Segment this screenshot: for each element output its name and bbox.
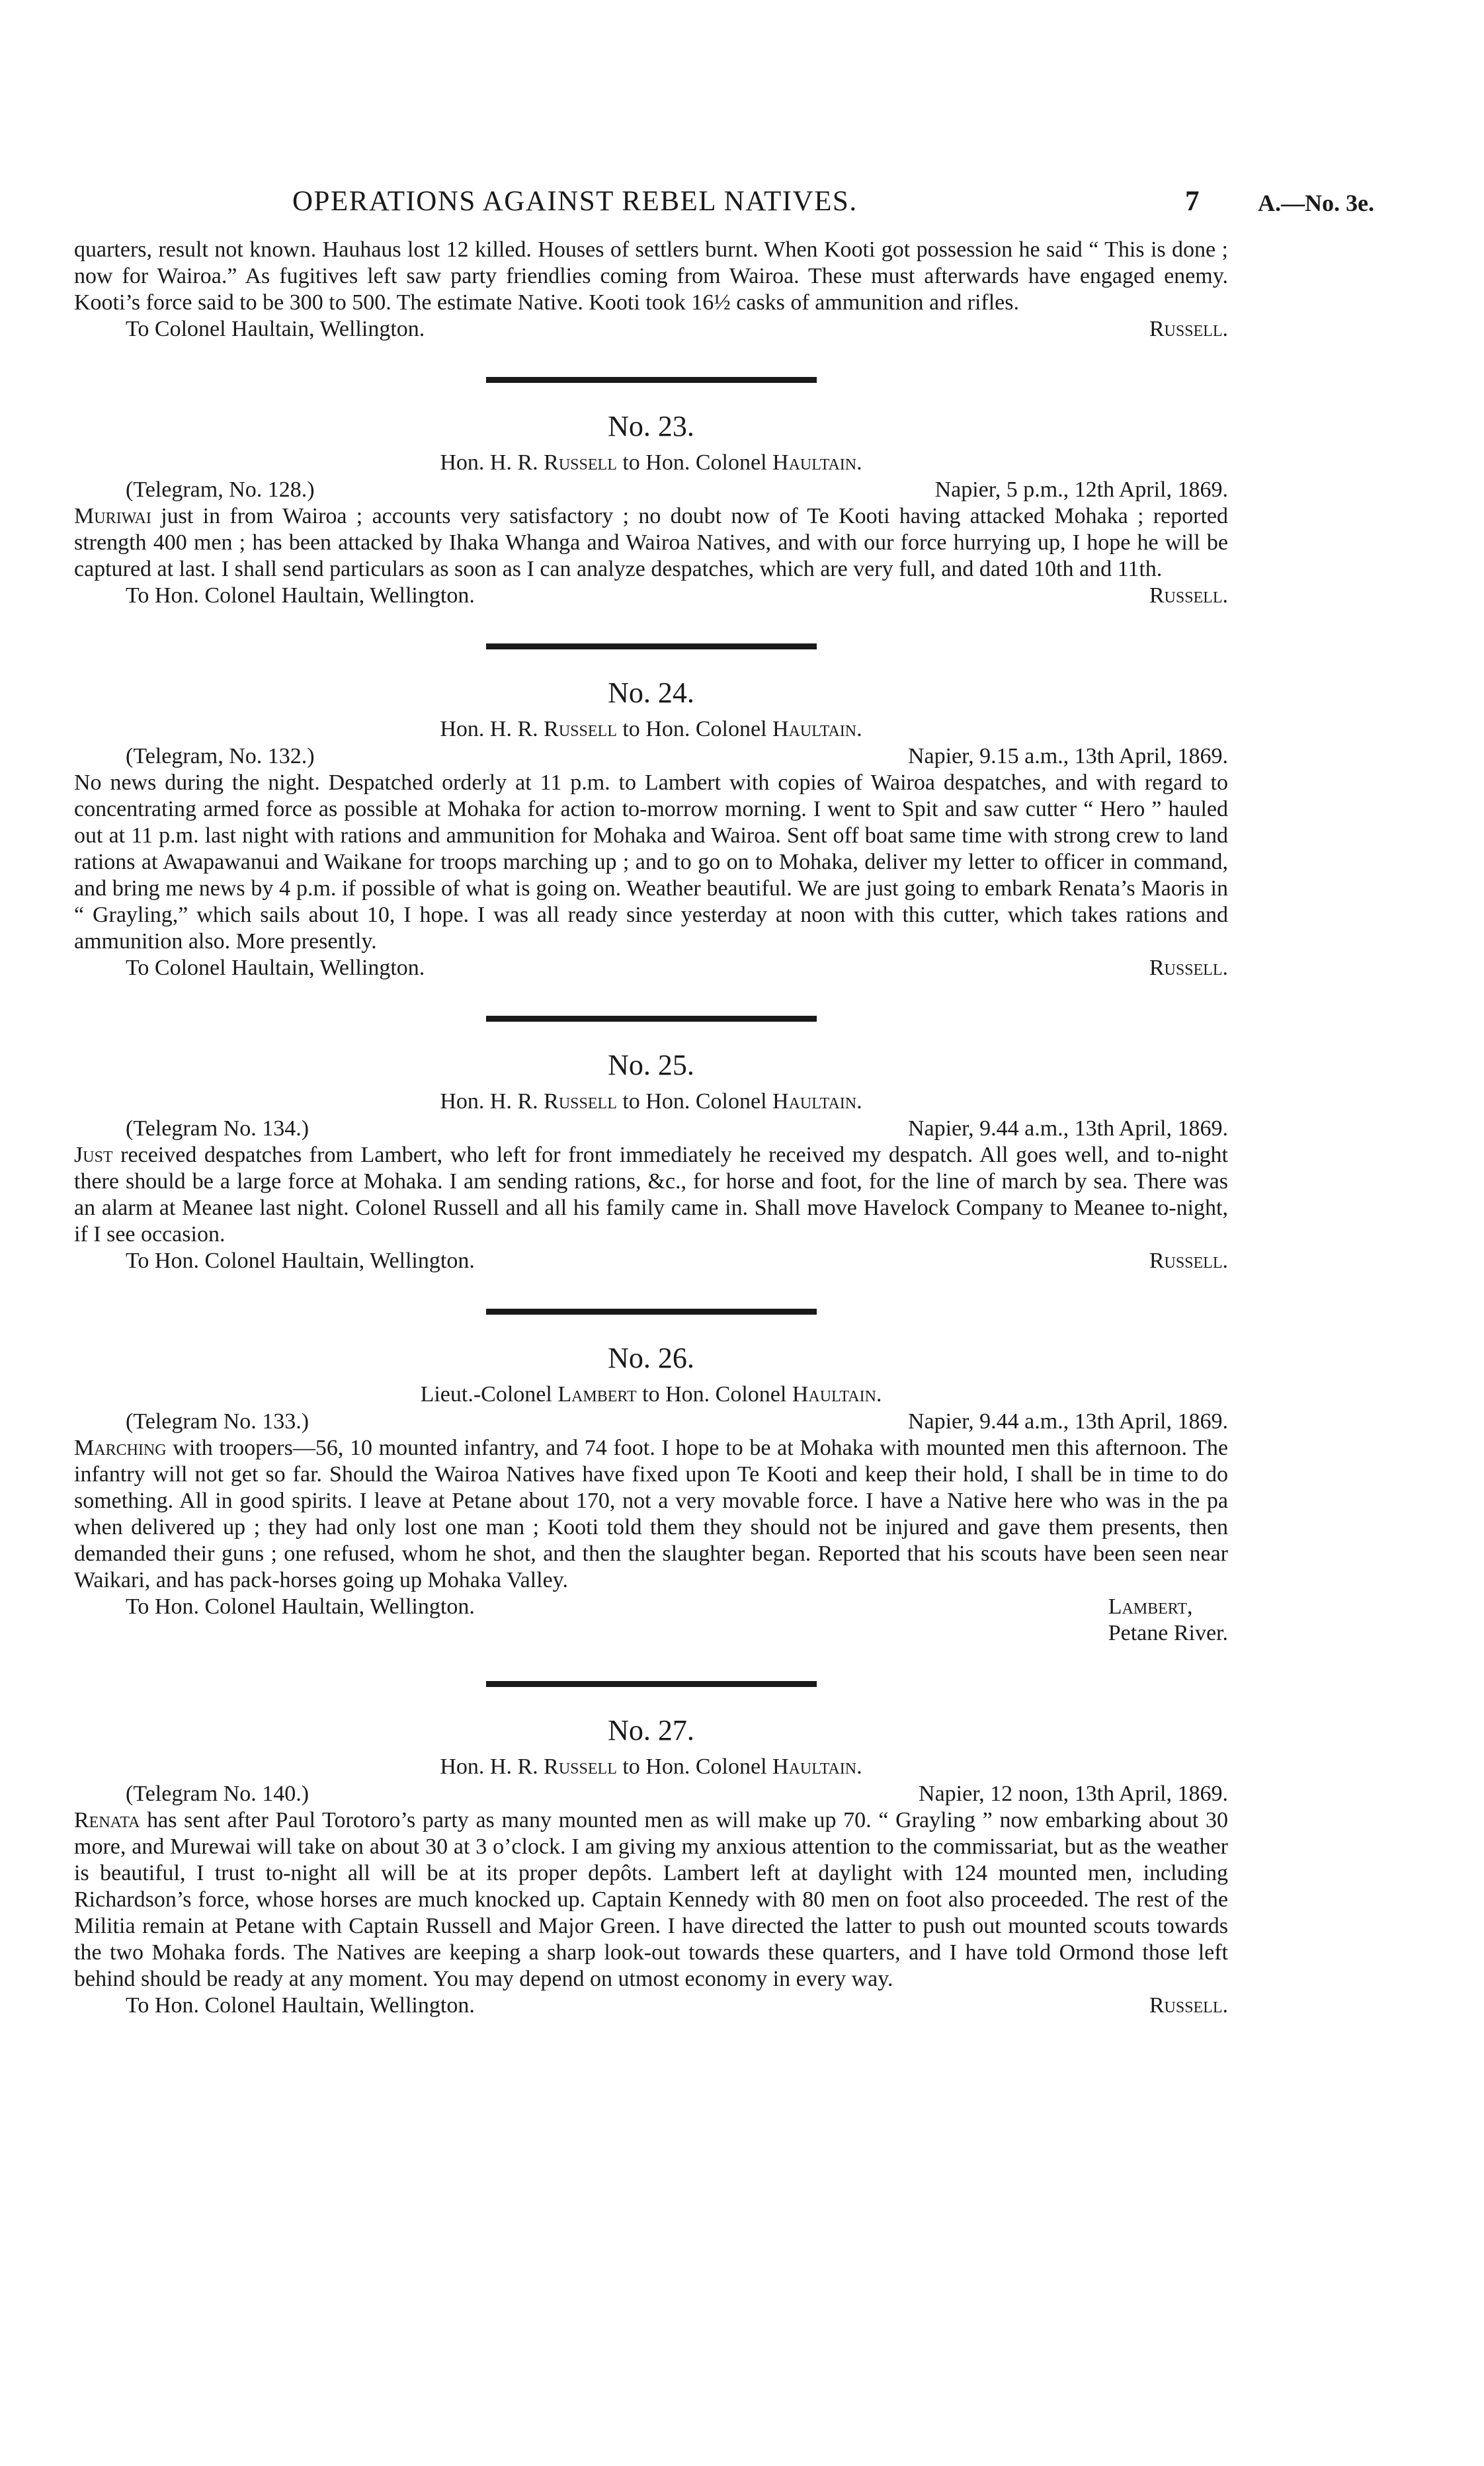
signature: Russell. — [1149, 956, 1228, 980]
sender-recipient-line: Lieut.-Colonel Lambert to Hon. Colonel Haultain. — [420, 1382, 882, 1407]
addressee: To Hon. Colonel Haultain, Wellington. — [126, 583, 475, 608]
signature: Russell. — [1149, 317, 1228, 341]
dateline: Napier, 9.15 a.m., 13th April, 1869. — [907, 744, 1228, 768]
telegram-meta — [74, 1116, 1228, 1142]
telegram-section — [74, 1713, 1228, 2019]
telegram-signoff — [74, 1993, 1228, 2019]
telegram-number: (Telegram, No. 132.) — [126, 744, 315, 768]
telegram-meta — [74, 1781, 1228, 1807]
telegram-section — [74, 1341, 1228, 1647]
addressee: To Hon. Colonel Haultain, Wellington. — [126, 1993, 475, 2018]
running-head — [74, 185, 1374, 225]
telegram-signoff — [74, 583, 1228, 609]
signature: Russell. — [1149, 1249, 1228, 1273]
document-number: No. 25. — [608, 1049, 694, 1081]
signature: Lambert, — [1108, 1594, 1193, 1619]
telegram-body: Renata has sent after Paul Torotoro’s party as many mounted men as will make up 70. “ Grayling ” now embarking about 30 more, and Murewai will take on about 30 at 3 o’clock. I am giving my anxious attention to the commissariat, but as the weather is beautiful, I trust to-night all will be at its proper depôts. Lambert left at daylight with 124 mounted men, including Richardson’s force, whose horses are much knocked up. Captain Kennedy with 80 men on foot also proceeded. The rest of the Militia remain at Petane with Captain Russell and Major Green. I have directed the latter to push out mounted scouts towards the two Mohaka fords. The Natives are keeping a sharp look-out towards these quarters, and I have told Ormond those left behind should be ready at any moment. You may depend on utmost economy in every way. — [74, 1808, 1228, 1991]
intro-body: quarters, result not known. Hauhaus lost 12 killed. Houses of settlers burnt. When Kooti got possession he said “ This is done ; now for Wairoa.” As fugitives left saw party friendlies coming from Wairoa. These must afterwards have engaged enemy. Kooti’s force said to be 300 to 500. The estimate Native. Kooti took 16½ casks of ammunition and rifles. — [74, 237, 1228, 315]
telegram-body: Muriwai just in from Wairoa ; accounts very satisfactory ; no doubt now of Te Kooti having attacked Mohaka ; reported strength 400 men ; has been attacked by Ihaka Whanga and Wairoa Natives, and with our force hurrying up, I hope he will be captured at last. I shall send particulars as soon as I can analyze despatches, which are very full, and dated 10th and 11th. — [74, 504, 1228, 581]
telegram-body: No news during the night. Despatched orderly at 11 p.m. to Lambert with copies of Wairoa despatches, and with regard to concentrating armed force as possible at Mohaka for action to-morrow morning. I went to Spit and saw cutter “ Hero ” hauled out at 11 p.m. last night with rations and ammunition for Mohaka and Wairoa. Sent off boat same time with strong crew to land rations at Awapawanui and Waikane for troops marching up ; and to go on to Mohaka, deliver my letter to officer in command, and bring me news by 4 p.m. if possible of what is going on. Weather beautiful. We are just going to embark Renata’s Maoris in “ Grayling,” which sails about 10, I hope. I was all ready since yesterday at noon with this cutter, which takes rations and ammunition also. More presently. — [74, 770, 1228, 954]
intro-signoff — [74, 316, 1228, 343]
page-number: 7 — [1185, 186, 1200, 217]
telegram-signoff — [74, 1594, 1228, 1647]
signature-block — [1108, 1594, 1228, 1647]
document-number: No. 27. — [608, 1714, 694, 1747]
addressee: To Hon. Colonel Haultain, Wellington. — [126, 1249, 475, 1273]
document-page — [74, 185, 1374, 2019]
document-number: No. 23. — [608, 410, 694, 442]
section-divider — [486, 377, 817, 383]
section-divider — [486, 1681, 817, 1687]
sender-recipient-line: Hon. H. R. Russell to Hon. Colonel Haultain. — [440, 450, 862, 475]
telegram-meta — [74, 743, 1228, 770]
telegram-section — [74, 409, 1228, 609]
document-number: No. 26. — [608, 1342, 694, 1374]
dateline: Napier, 9.44 a.m., 13th April, 1869. — [907, 1409, 1228, 1434]
telegram-section — [74, 676, 1228, 981]
page-title: OPERATIONS AGAINST REBEL NATIVES. — [292, 186, 858, 217]
telegram-body: Marching with troopers—56, 10 mounted infantry, and 74 foot. I hope to be at Mohaka with mounted men this afternoon. The infantry will not get so far. Should the Wairoa Natives have fixed upon Te Kooti and keep their hold, I shall be in time to do something. All in good spirits. I leave at Petane about 170, not a very movable force. I have a Native here who was in the pa when delivered up ; they had only lost one man ; Kooti told them they should not be injured and gave them presents, then demanded their guns ; one refused, whom he shot, and then the slaughter began. Reported that his scouts have been seen near Waikari, and has pack-horses going up Mohaka Valley. — [74, 1436, 1228, 1592]
addressee: To Colonel Haultain, Wellington. — [126, 956, 425, 980]
telegram-number: (Telegram No. 133.) — [126, 1409, 309, 1434]
telegram-number: (Telegram No. 134.) — [126, 1116, 309, 1141]
sender-recipient-line: Hon. H. R. Russell to Hon. Colonel Haultain. — [440, 1754, 862, 1779]
sender-recipient-line: Hon. H. R. Russell to Hon. Colonel Haultain. — [440, 1089, 862, 1114]
section-divider — [486, 643, 817, 649]
dateline: Napier, 9.44 a.m., 13th April, 1869. — [907, 1116, 1228, 1141]
addressee: To Hon. Colonel Haultain, Wellington. — [126, 1594, 475, 1619]
document-number: No. 24. — [608, 677, 694, 709]
dateline: Napier, 5 p.m., 12th April, 1869. — [934, 477, 1228, 502]
sender-recipient-line: Hon. H. R. Russell to Hon. Colonel Haultain. — [440, 717, 862, 741]
dateline: Napier, 12 noon, 13th April, 1869. — [919, 1782, 1228, 1806]
signature: Russell. — [1149, 583, 1228, 608]
sender-location: Petane River. — [1108, 1621, 1228, 1645]
intro-continuation — [74, 237, 1228, 343]
signature: Russell. — [1149, 1993, 1228, 2018]
telegram-signoff — [74, 955, 1228, 981]
section-divider — [486, 1309, 817, 1315]
section-divider — [486, 1016, 817, 1022]
document-reference: A.—No. 3e. — [1258, 190, 1374, 216]
telegram-section — [74, 1048, 1228, 1274]
telegram-meta — [74, 1409, 1228, 1435]
telegram-number: (Telegram No. 140.) — [126, 1782, 309, 1806]
telegram-number: (Telegram, No. 128.) — [126, 477, 315, 502]
addressee: To Colonel Haultain, Wellington. — [126, 317, 425, 341]
telegram-body: Just received despatches from Lambert, who left for front immediately he received my despatch. All goes well, and to-night there should be a large force at Mohaka. I am sending rations, &c., for horse and foot, for the line of march by sea. There was an alarm at Meanee last night. Colonel Russell and all his family came in. Shall move Havelock Company to Meanee to-night, if I see occasion. — [74, 1143, 1228, 1247]
telegram-meta — [74, 477, 1228, 503]
telegram-signoff — [74, 1248, 1228, 1274]
